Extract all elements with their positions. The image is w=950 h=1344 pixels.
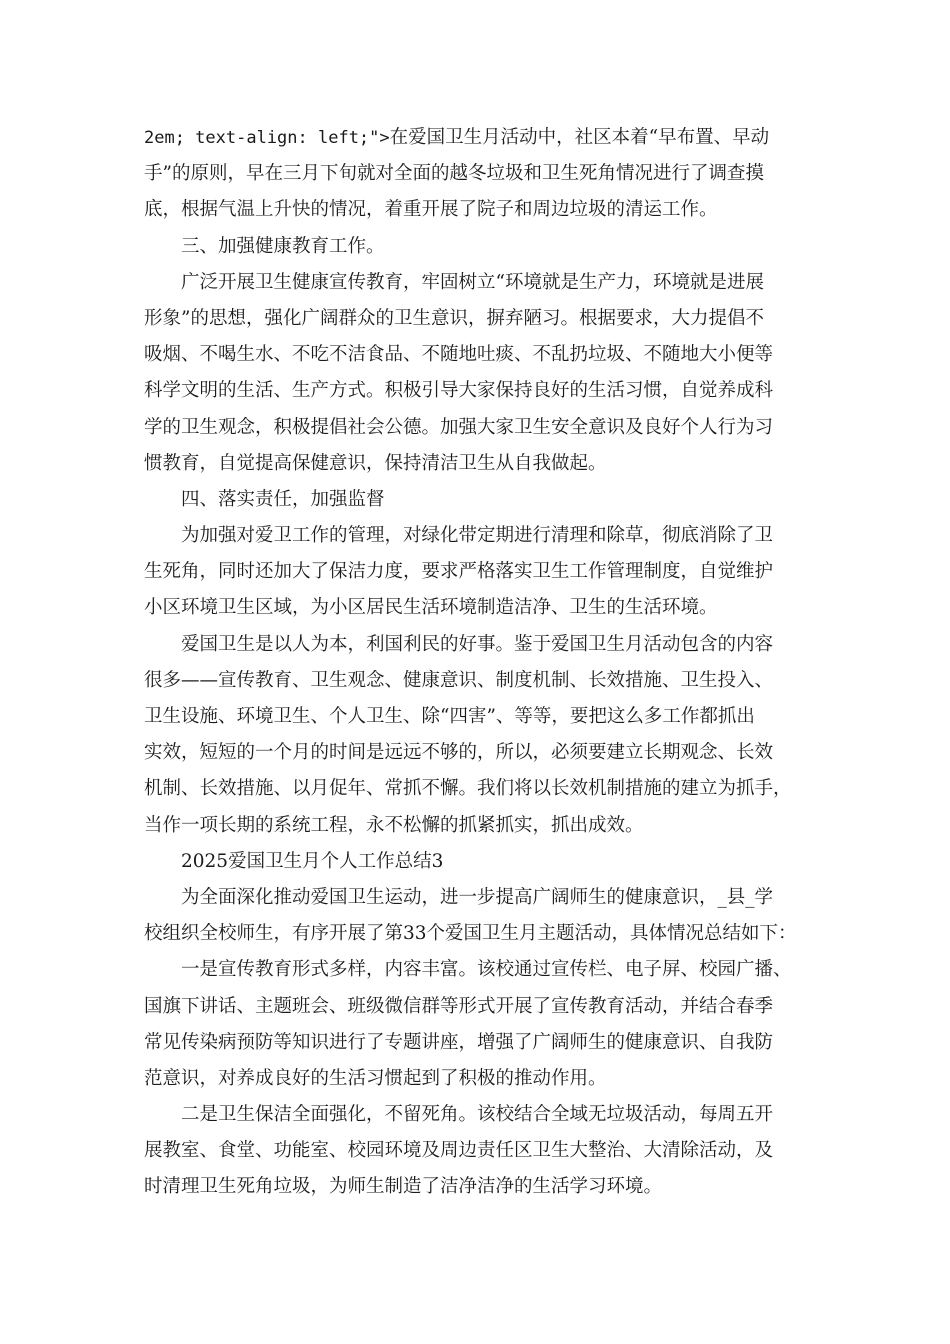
text-line	[144, 120, 812, 156]
text-line: 生死角，同时还加大了保洁力度，要求严格落实卫生工作管理制度，自觉维护	[144, 561, 774, 583]
text-line: 广泛开展卫生健康宣传教育，牢固树立“环境就是生产力，环境就是进展	[181, 271, 764, 293]
text-line: 二是卫生保洁全面强化，不留死角。该校结合全域无垃圾活动，每周五开	[181, 1104, 774, 1126]
text-line: 2025爱国卫生月个人工作总结3	[181, 850, 444, 872]
text-line: 时清理卫生死角垃圾，为师生制造了洁净洁净的生活学习环境。	[144, 1176, 663, 1198]
text-line: 爱国卫生是以人为本，利国利民的好事。鉴于爱国卫生月活动包含的内容	[181, 633, 774, 655]
text-line: 卫生设施、环境卫生、个人卫生、除“四害”、等等，要把这么多工作都抓出	[144, 706, 755, 727]
text-line: 很多——宣传教育、卫生观念、健康意识、制度机制、长效措施、卫生投入、	[144, 669, 774, 691]
text-line: 机制、长效措施、以月促年、常抓不懈。我们将以长效机制措施的建立为抓手，	[144, 778, 792, 800]
text-line: 小区环境卫生区域，为小区居民生活环境制造洁净、卫生的生活环境。	[144, 597, 718, 619]
text-line: 一是宣传教育形式多样，内容丰富。该校通过宣传栏、电子屏、校园广播、	[181, 959, 792, 981]
text-line: 三、加强健康教育工作。	[181, 235, 385, 257]
text-line: 吸烟、不喝生水、不吃不洁食品、不随地吐痰、不乱扔垃圾、不随地大小便等	[144, 344, 774, 366]
text-line: 常见传染病预防等知识进行了专题讲座，增强了广阔师生的健康意识、自我防	[144, 1031, 774, 1053]
text-line: 惯教育，自觉提高保健意识，保持清洁卫生从自我做起。	[144, 452, 607, 474]
text-line: 手”的原则，早在三月下旬就对全面的越冬垃圾和卫生死角情况进行了调查摸	[144, 163, 764, 185]
text-line: 范意识，对养成良好的生活习惯起到了积极的推动作用。	[144, 1067, 607, 1089]
text-line: 学的卫生观念，积极提倡社会公德。加强大家卫生安全意识及良好个人行为习	[144, 416, 774, 438]
text-line: 展教室、食堂、功能室、校园环境及周边责任区卫生大整治、大清除活动，及	[144, 1140, 774, 1162]
text-line: 国旗下讲话、主题班会、班级微信群等形式开展了宣传教育活动，并结合春季	[144, 995, 774, 1017]
code-fragment: 2em; text-align: left;">	[144, 128, 390, 148]
text-line: 形象”的思想，强化广阔群众的卫生意识，摒弃陋习。根据要求，大力提倡不	[144, 307, 764, 329]
text-line: 实效，短短的一个月的时间是远远不够的，所以，必须要建立长期观念、长效	[144, 742, 774, 764]
document-body	[144, 120, 812, 1206]
text-line: 为加强对爱卫工作的管理，对绿化带定期进行清理和除草，彻底消除了卫	[181, 525, 774, 547]
line-text: 在爱国卫生月活动中，社区本着“早布置、早动	[389, 127, 770, 148]
text-line: 底，根据气温上升快的情况，着重开展了院子和周边垃圾的清运工作。	[144, 199, 718, 221]
text-line: 四、落实责任，加强监督	[181, 488, 385, 510]
text-line: 校组织全校师生，有序开展了第33个爱国卫生月主题活动，具体情况总结如下：	[144, 923, 797, 945]
text-line: 科学文明的生活、生产方式。积极引导大家保持良好的生活习惯，自觉养成科	[144, 380, 774, 402]
text-line: 当作一项长期的系统工程，永不松懈的抓紧抓实，抓出成效。	[144, 814, 644, 836]
text-line: 为全面深化推动爱国卫生运动，进一步提高广阔师生的健康意识，_县_学	[181, 886, 774, 908]
